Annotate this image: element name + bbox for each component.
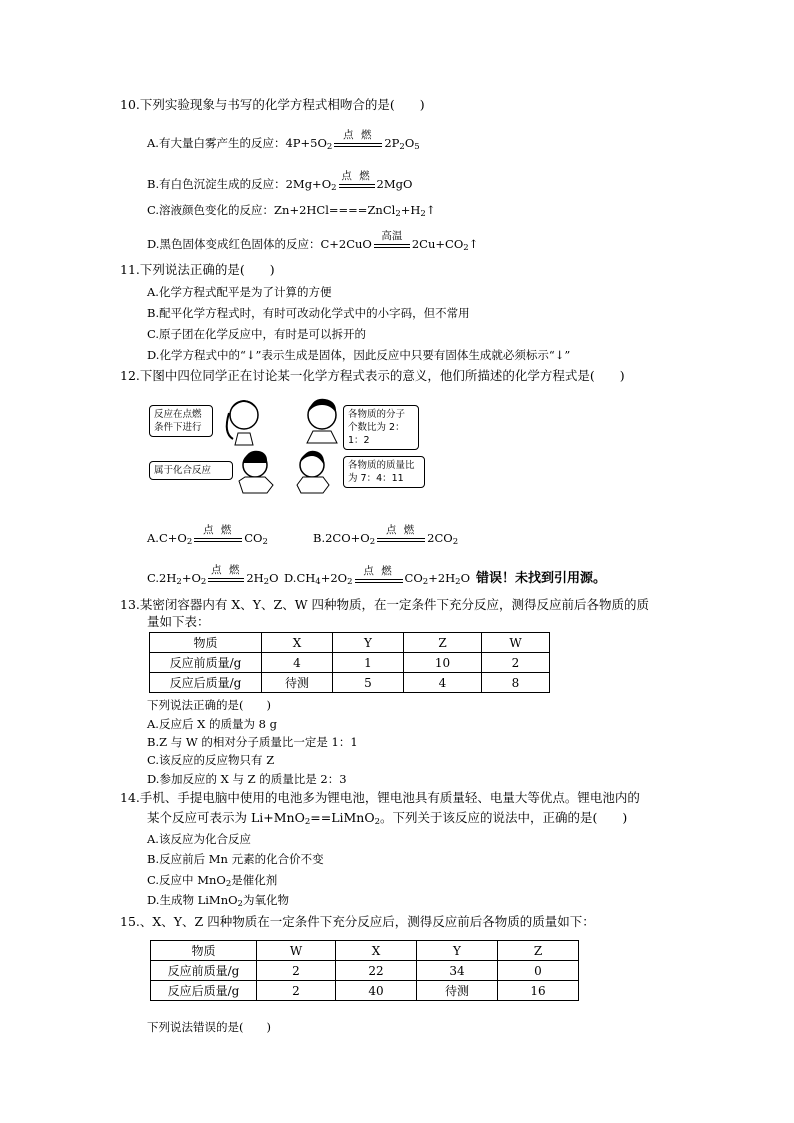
q14-option-d[interactable] — [147, 892, 289, 908]
q14-stem: 14.手机、手提电脑中使用的电池多为锂电池，锂电池具有质量轻、电量大等优点。锂电池内的 — [120, 790, 640, 805]
table-cell: W — [482, 633, 550, 653]
condition-fire — [332, 129, 384, 151]
condition-fire — [353, 565, 405, 587]
table-cell: 反应前质量/g — [150, 653, 262, 673]
table-cell: 待测 — [262, 673, 333, 693]
table-cell: 8 — [482, 673, 550, 693]
sub: 5 — [414, 142, 420, 152]
table-cell: 反应后质量/g — [150, 673, 262, 693]
condition-label: 点 燃 — [203, 524, 234, 536]
q12-option-d[interactable] — [284, 565, 607, 587]
table-cell: 物质 — [150, 633, 262, 653]
q12-d-o: O — [460, 571, 471, 585]
sub: 2 — [420, 209, 426, 219]
sub: 2 — [452, 537, 459, 547]
table-cell: 1 — [333, 653, 404, 673]
q12-a-text: A.C+O — [147, 531, 187, 545]
table-header-row — [150, 633, 550, 653]
table-cell: 10 — [404, 653, 482, 673]
sub: 2 — [463, 243, 469, 253]
q10-stem: 10.下列实验现象与书写的化学方程式相吻合的是( ) — [120, 97, 425, 112]
q14-c-text: C.反应中 MnO — [147, 873, 226, 887]
table-cell: 22 — [336, 961, 417, 981]
q15-table — [150, 940, 579, 1001]
speech-bubble-4: 各物质的质量比为 7：4：11 — [343, 456, 425, 488]
condition-fire — [192, 524, 244, 546]
table-cell: 40 — [336, 981, 417, 1001]
sub: 2 — [262, 537, 268, 547]
table-row — [151, 981, 579, 1001]
q10-option-d[interactable] — [147, 230, 479, 253]
discussion-illustration — [147, 393, 427, 495]
q12-d-mid: +2O — [320, 571, 348, 585]
q12-b-product: 2CO — [427, 531, 453, 545]
table-cell: 物质 — [151, 941, 257, 961]
q12-stem: 12.下图中四位同学正在讨论某一化学方程式表示的意义，他们所描述的化学方程式是( ) — [120, 368, 625, 383]
speech-bubble-2: 各物质的分子个数比为 2：1：2 — [343, 405, 419, 450]
q14-stem-cont — [147, 810, 627, 826]
q14-c-tail: 是催化剂 — [231, 873, 278, 887]
table-row — [150, 653, 550, 673]
q14-option-c[interactable] — [147, 872, 277, 888]
q10-option-a[interactable] — [147, 129, 420, 152]
sub: 2 — [176, 577, 182, 587]
table-cell: X — [262, 633, 333, 653]
table-cell: W — [257, 941, 336, 961]
table-cell: 0 — [498, 961, 579, 981]
q11-stem: 11.下列说法正确的是( ) — [120, 262, 275, 277]
sub: 2 — [395, 209, 401, 219]
table-row — [151, 961, 579, 981]
table-cell: 5 — [333, 673, 404, 693]
q10-b-product: 2MgO — [376, 177, 413, 191]
sub: 2 — [186, 537, 193, 547]
q12-d-tail: +2H — [428, 571, 456, 585]
table-cell: 4 — [262, 653, 333, 673]
q12-d-product: CO — [404, 571, 423, 585]
q13-after: 下列说法正确的是( ) — [147, 698, 271, 712]
table-cell: 16 — [498, 981, 579, 1001]
q15-after: 下列说法错误的是( ) — [147, 1020, 271, 1034]
gas-arrow-icon: ↑ — [425, 203, 436, 217]
students-drawing-icon — [147, 393, 427, 495]
q10-c-tail: +H — [400, 203, 421, 217]
table-cell: 4 — [404, 673, 482, 693]
table-cell: Z — [404, 633, 482, 653]
condition-fire — [337, 170, 377, 192]
q10-option-b[interactable] — [147, 170, 413, 193]
q14-d-tail: 为氧化物 — [242, 893, 289, 907]
q12-a-product: CO — [244, 531, 263, 545]
sub: 4 — [315, 577, 321, 587]
q12-c-text: C.2H — [147, 571, 177, 585]
q12-option-b[interactable] — [313, 524, 459, 547]
q13-option-c[interactable]: C.该反应的反应物只有 Z — [147, 753, 275, 767]
q14-stem-part: ==LiMnO — [310, 810, 375, 825]
q10-a-o: O — [404, 136, 415, 150]
table-cell: 待测 — [417, 981, 498, 1001]
q12-b-text: B.2CO+O — [313, 531, 370, 545]
condition-label: 点 燃 — [341, 170, 372, 182]
sub: 2 — [374, 817, 381, 827]
q14-option-b[interactable]: B.反应前后 Mn 元素的化合价不变 — [147, 852, 324, 866]
condition-fire — [206, 564, 246, 586]
condition-fire — [375, 524, 427, 546]
q10-c-text: C.溶液颜色变化的反应：Zn+2HCl====ZnCl — [147, 203, 396, 217]
speech-bubble-1: 反应在点燃条件下进行 — [149, 405, 213, 437]
q14-stem-part: 。下列关于该反应的说法中，正确的是( ) — [380, 810, 628, 825]
q10-d-product: 2Cu+CO — [411, 237, 464, 251]
q14-stem-part: 某个反应可表示为 Li+MnO — [147, 810, 305, 825]
sub: 2 — [304, 817, 311, 827]
sub: 2 — [331, 183, 337, 193]
q14-option-a[interactable]: A.该反应为化合反应 — [147, 832, 251, 846]
q12-d-text: D.CH — [284, 571, 316, 585]
table-cell: 34 — [417, 961, 498, 981]
q13-option-b[interactable]: B.Z 与 W 的相对分子质量比一定是 1：1 — [147, 735, 358, 749]
table-cell: Y — [417, 941, 498, 961]
q10-option-c[interactable] — [147, 202, 435, 218]
q11-option-d[interactable]: D.化学方程式中的“↓”表示生成是固体，因此反应中只要有固体生成就必须标示“↓” — [147, 348, 571, 362]
reference-error: 错误！未找到引用源。 — [476, 571, 607, 586]
sub: 2 — [225, 879, 232, 889]
condition-label: 点 燃 — [363, 565, 394, 577]
table-row — [150, 673, 550, 693]
sub: 2 — [326, 142, 333, 152]
q15-stem: 15.、X、Y、Z 四种物质在一定条件下充分反应后，测得反应前后各物质的质量如下： — [120, 914, 595, 929]
q12-option-c[interactable] — [147, 564, 279, 587]
q11-option-a[interactable]: A.化学方程式配平是为了计算的方便 — [147, 285, 332, 299]
table-cell: 反应后质量/g — [151, 981, 257, 1001]
sub: 2 — [347, 577, 353, 587]
sub: 2 — [422, 577, 429, 587]
condition-heat — [372, 230, 412, 252]
q10-a-text: A.有大量白雾产生的反应：4P+5O — [147, 136, 327, 150]
speech-bubble-3: 属于化合反应 — [149, 461, 233, 480]
sub: 2 — [200, 577, 207, 587]
table-header-row — [151, 941, 579, 961]
condition-label: 点 燃 — [343, 129, 374, 141]
sub: 2 — [399, 142, 405, 152]
q11-option-b[interactable]: B.配平化学方程式时，有时可改动化学式中的小字码，但不常用 — [147, 306, 470, 320]
table-cell: 2 — [257, 961, 336, 981]
table-cell: 2 — [482, 653, 550, 673]
table-cell: 2 — [257, 981, 336, 1001]
table-cell: 反应前质量/g — [151, 961, 257, 981]
q13-table — [149, 632, 550, 693]
sub: 2 — [369, 537, 376, 547]
q13-option-a[interactable]: A.反应后 X 的质量为 8 g — [147, 717, 277, 731]
q12-option-a[interactable] — [147, 524, 268, 547]
q10-a-product: 2P — [384, 136, 400, 150]
table-cell: X — [336, 941, 417, 961]
q13-option-d[interactable]: D.参加反应的 X 与 Z 的质量比是 2：3 — [147, 772, 347, 786]
q13-stem: 13.某密闭容器内有 X、Y、Z、W 四种物质，在一定条件下充分反应，测得反应前后各物质的质 — [120, 597, 650, 612]
table-cell: Y — [333, 633, 404, 653]
sub: 2 — [263, 577, 270, 587]
condition-label: 高温 — [381, 230, 403, 242]
sub: 2 — [455, 577, 461, 587]
table-cell: Z — [498, 941, 579, 961]
q10-b-text: B.有白色沉淀生成的反应：2Mg+O — [147, 177, 332, 191]
condition-label: 点 燃 — [211, 564, 242, 576]
q12-c-o: O — [269, 571, 279, 585]
q13-stem-cont: 量如下表： — [147, 614, 210, 629]
q14-d-text: D.生成物 LiMnO — [147, 893, 238, 907]
q11-option-c[interactable]: C.原子团在化学反应中，有时是可以拆开的 — [147, 327, 367, 341]
q12-c-mid: +O — [181, 571, 201, 585]
q12-c-product: 2H — [246, 571, 264, 585]
q10-d-text: D.黑色固体变成红色固体的反应：C+2CuO — [147, 237, 372, 251]
condition-label: 点 燃 — [385, 524, 417, 536]
gas-arrow-icon: ↑ — [468, 237, 479, 251]
sub: 2 — [237, 899, 243, 909]
